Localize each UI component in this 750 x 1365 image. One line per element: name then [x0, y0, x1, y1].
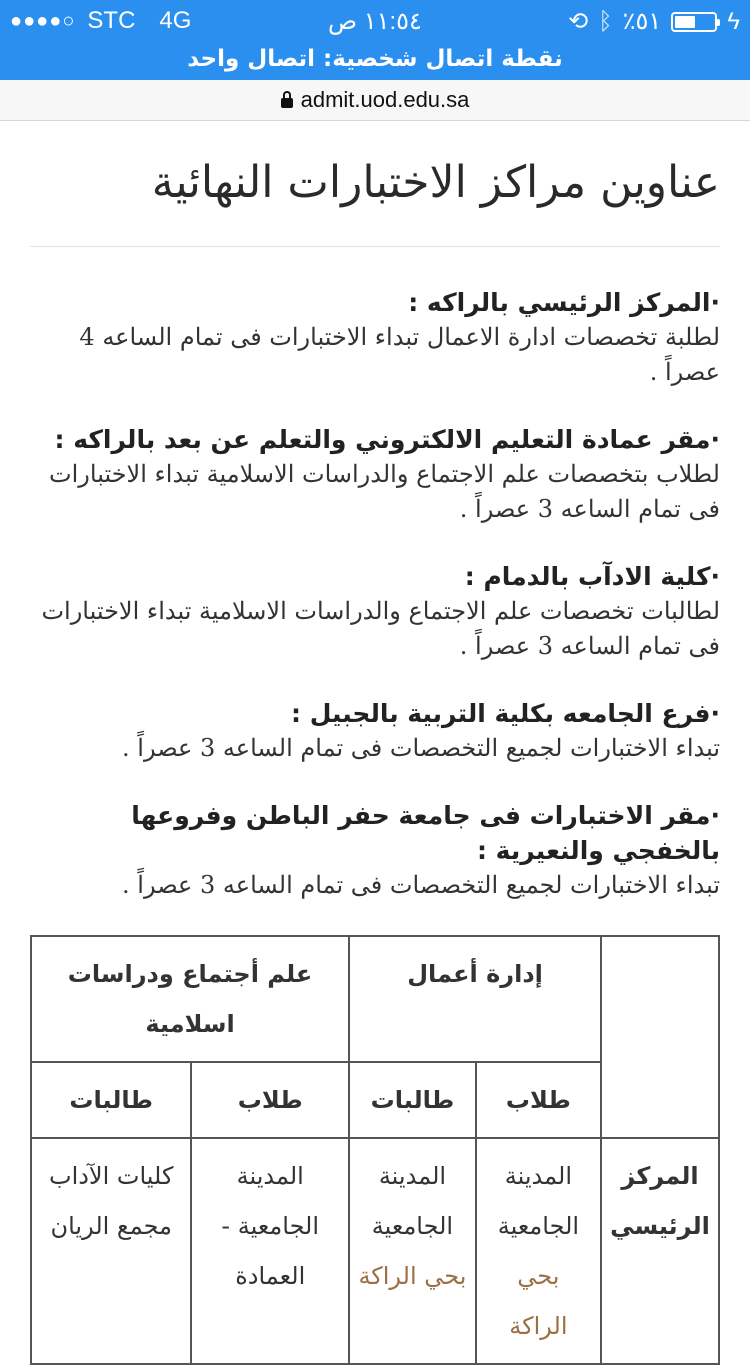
center-heading: ·فرع الجامعه بكلية التربية بالجبيل : [291, 699, 720, 728]
row-label-main-center: المركز الرئيسي [601, 1138, 719, 1364]
center-details: لطالبات تخصصات علم الاجتماع والدراسات الاسلامية تبداء الاختبارات فى تمام الساعه 3 عصراً . [41, 597, 720, 660]
centers-table [30, 935, 720, 1365]
carrier-name: STC [87, 7, 136, 34]
center-heading: ·كلية الادآب بالدمام : [464, 562, 720, 591]
center-details: لطلاب بتخصصات علم الاجتماع والدراسات الاسلامية تبداء الاختبارات فى تمام الساعه 3 عصراً . [49, 460, 720, 523]
table-cell [191, 1138, 349, 1364]
center-heading: ·مقر عمادة التعليم الالكتروني والتعلم عن بعد بالراكه : [54, 425, 720, 454]
center-details: تبداء الاختبارات لجميع التخصصات فى تمام الساعه 3 عصراً . [122, 734, 720, 762]
center-heading: ·المركز الرئيسي بالراكه : [408, 288, 720, 317]
cell-text: كليات الآداب مجمع الريان [48, 1162, 174, 1240]
cell-text: المدينة الجامعية - العمادة [221, 1162, 320, 1290]
subheader-male: طلاب [476, 1062, 601, 1138]
header-business-admin: إدارة أعمال [349, 936, 601, 1062]
divider [30, 246, 720, 247]
cell-text: المدينة الجامعية [371, 1162, 454, 1240]
status-right [568, 7, 740, 36]
subheader-female: طالبات [349, 1062, 476, 1138]
list-item [30, 696, 720, 766]
table-corner-cell [601, 936, 719, 1138]
list-item [30, 798, 720, 903]
lock-icon [281, 98, 293, 108]
list-item [30, 422, 720, 527]
clock: ١١:٥٤ ص [328, 8, 422, 35]
address-bar[interactable] [0, 80, 750, 121]
cell-location: بحي الراكة [509, 1262, 568, 1340]
cell-location: بحي الراكة [358, 1262, 467, 1290]
test-centers-list [30, 285, 720, 903]
cell-text: المدينة الجامعية [497, 1162, 580, 1240]
table-cell [31, 1138, 191, 1364]
page-content [30, 120, 720, 1365]
center-details: تبداء الاختبارات لجميع التخصصات فى تمام الساعه 3 عصراً . [122, 871, 720, 899]
table-cell [476, 1138, 601, 1364]
charging-icon: ϟ [727, 7, 740, 35]
url-text: admit.uod.edu.sa [300, 87, 470, 112]
center-heading: ·مقر الاختبارات فى جامعة حفر الباطن وفروعها بالخفجي والنعيرية : [131, 801, 720, 865]
status-bar [0, 0, 750, 40]
table-row [31, 1138, 719, 1364]
table-cell [349, 1138, 476, 1364]
header-sociology-islamic: علم أجتماع ودراسات اسلامية [31, 936, 349, 1062]
signal-strength-icon: ●●●●○ [10, 9, 76, 32]
subheader-female: طالبات [31, 1062, 191, 1138]
network-type: 4G [159, 7, 192, 34]
battery-icon [671, 12, 717, 32]
center-details: لطلبة تخصصات ادارة الاعمال تبداء الاختبارات فى تمام الساعه 4 عصراً . [79, 323, 720, 386]
hotspot-banner[interactable]: نقطة اتصال شخصية: اتصال واحد [0, 40, 750, 80]
bluetooth-icon: ᛒ [598, 7, 613, 35]
list-item [30, 559, 720, 664]
subheader-male: طلاب [191, 1062, 349, 1138]
table-row [31, 936, 719, 1062]
page-title: عناوين مراكز الاختبارات النهائية [151, 157, 720, 208]
list-item [30, 285, 720, 390]
rotation-lock-icon: ⟲ [568, 8, 589, 35]
battery-percent: ٪٥١ [622, 8, 662, 35]
